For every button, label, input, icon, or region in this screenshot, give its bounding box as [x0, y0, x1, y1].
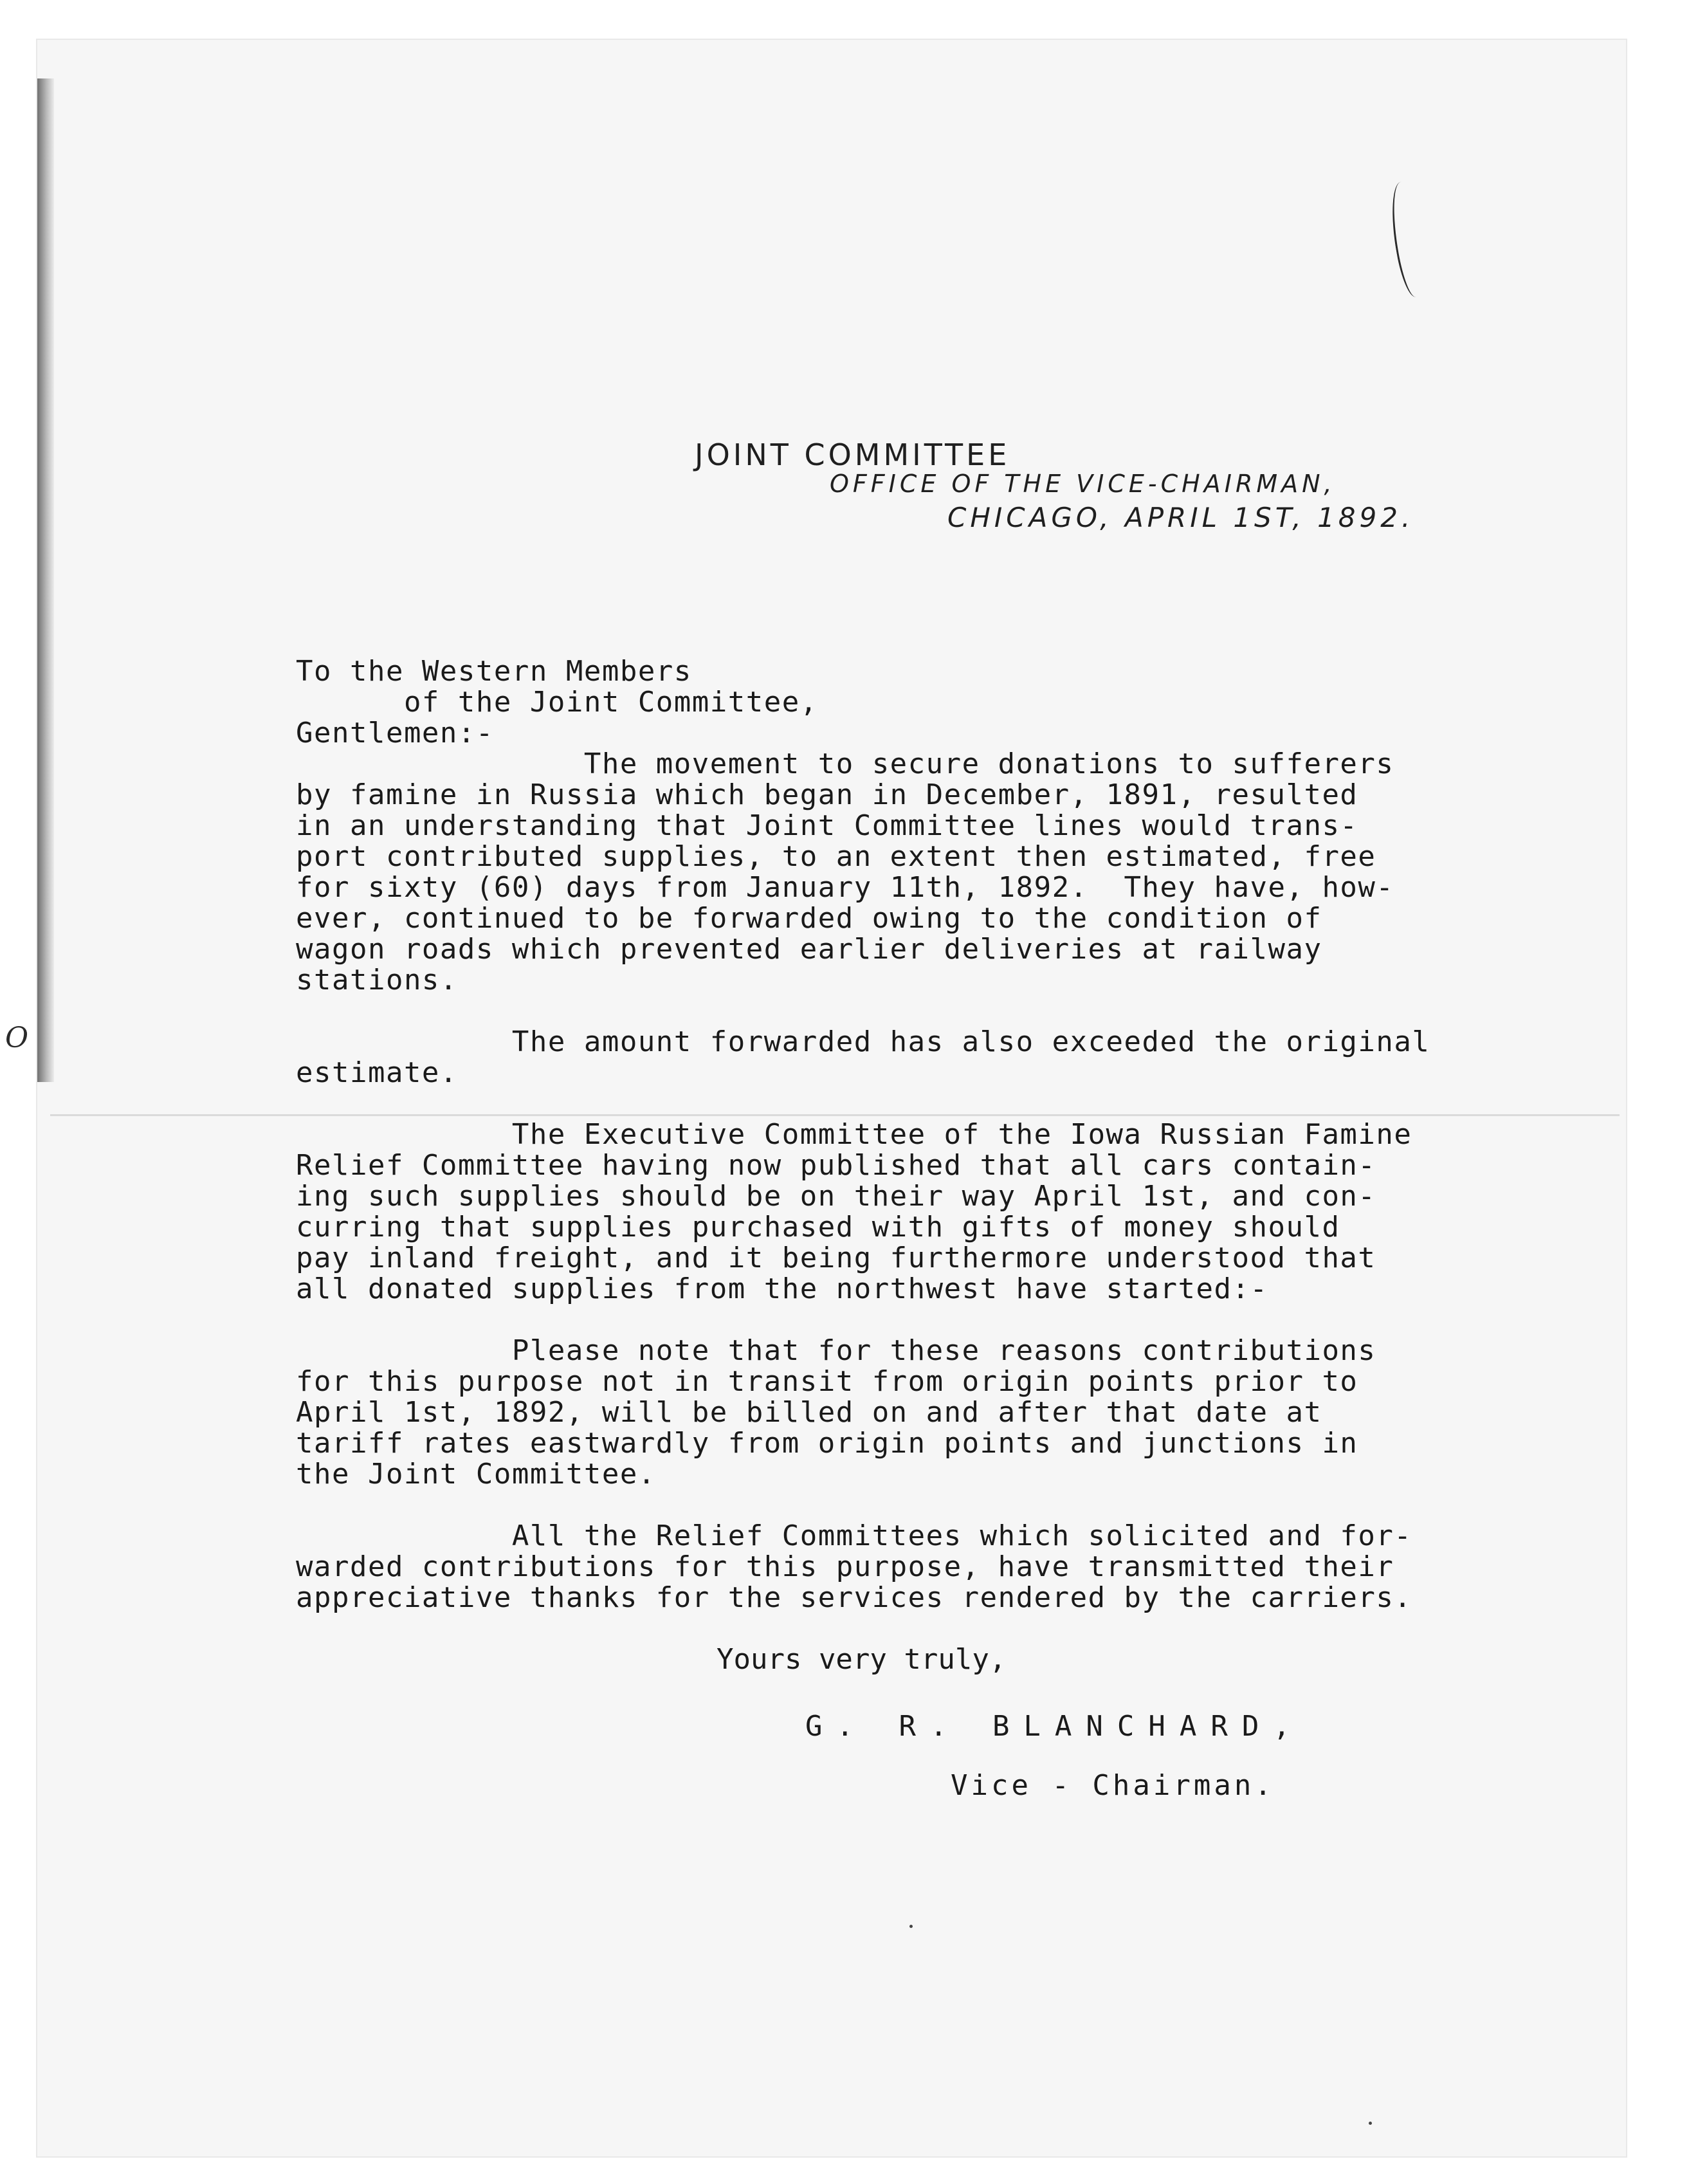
margin-mark: O	[5, 1022, 29, 1054]
page-edge-shadow	[37, 78, 54, 1082]
body-line: in an understanding that Joint Committee lines would trans-	[296, 809, 1358, 842]
body-line: warded contributions for this purpose, have transmitted their	[296, 1550, 1394, 1583]
body-line: the Joint Committee.	[296, 1458, 656, 1491]
signature: G. R. BLANCHARD,	[805, 1710, 1304, 1743]
body-line: all donated supplies from the northwest have started:-	[296, 1272, 1268, 1305]
speck	[909, 1925, 913, 1928]
letterhead-organization: JOINT COMMITTEE	[695, 437, 1010, 472]
body-line: April 1st, 1892, will be billed on and after that date at	[296, 1396, 1322, 1429]
body-line: Please note that for these reasons contributions	[296, 1334, 1376, 1367]
letterhead-place-date: CHICAGO, APRIL 1ST, 1892.	[947, 502, 1414, 533]
body-line: ever, continued to be forwarded owing to the condition of	[296, 902, 1322, 935]
body-line: wagon roads which prevented earlier deliveries at railway	[296, 933, 1322, 966]
salutation-line-1: To the Western Members	[296, 655, 692, 688]
body-line: stations.	[296, 964, 458, 996]
closing: Yours very truly,	[717, 1643, 1007, 1676]
body-line: The movement to secure donations to sufferers	[296, 748, 1394, 780]
salutation-line-2: of the Joint Committee,	[296, 686, 818, 719]
body-line: tariff rates eastwardly from origin points and junctions in	[296, 1427, 1358, 1460]
body-line: ing such supplies should be on their way April 1st, and con-	[296, 1180, 1376, 1213]
paper-tear	[1385, 180, 1432, 299]
signatory-title: Vice - Chairman.	[951, 1769, 1275, 1802]
letterhead-office: OFFICE OF THE VICE-CHAIRMAN,	[830, 470, 1336, 498]
body-line: The amount forwarded has also exceeded the original	[296, 1025, 1430, 1058]
body-line: The Executive Committee of the Iowa Russian Famine	[296, 1118, 1412, 1151]
body-line: by famine in Russia which began in December, 1891, resulted	[296, 778, 1358, 811]
body-line: for this purpose not in transit from origin points prior to	[296, 1365, 1358, 1398]
body-line: All the Relief Committees which solicited and for-	[296, 1519, 1412, 1552]
speck	[1369, 2122, 1372, 2125]
fold-crease	[50, 1114, 1620, 1116]
letter-sheet	[37, 40, 1626, 2156]
body-line: appreciative thanks for the services rendered by the carriers.	[296, 1581, 1412, 1614]
body-line: Relief Committee having now published that all cars contain-	[296, 1149, 1376, 1182]
body-line: curring that supplies purchased with gifts of money should	[296, 1211, 1340, 1243]
body-line: for sixty (60) days from January 11th, 1892. They have, how-	[296, 871, 1394, 904]
greeting-line: Gentlemen:-	[296, 717, 494, 749]
body-line: port contributed supplies, to an extent then estimated, free	[296, 840, 1376, 873]
body-line: pay inland freight, and it being furthermore understood that	[296, 1242, 1376, 1274]
body-line: estimate.	[296, 1056, 458, 1089]
